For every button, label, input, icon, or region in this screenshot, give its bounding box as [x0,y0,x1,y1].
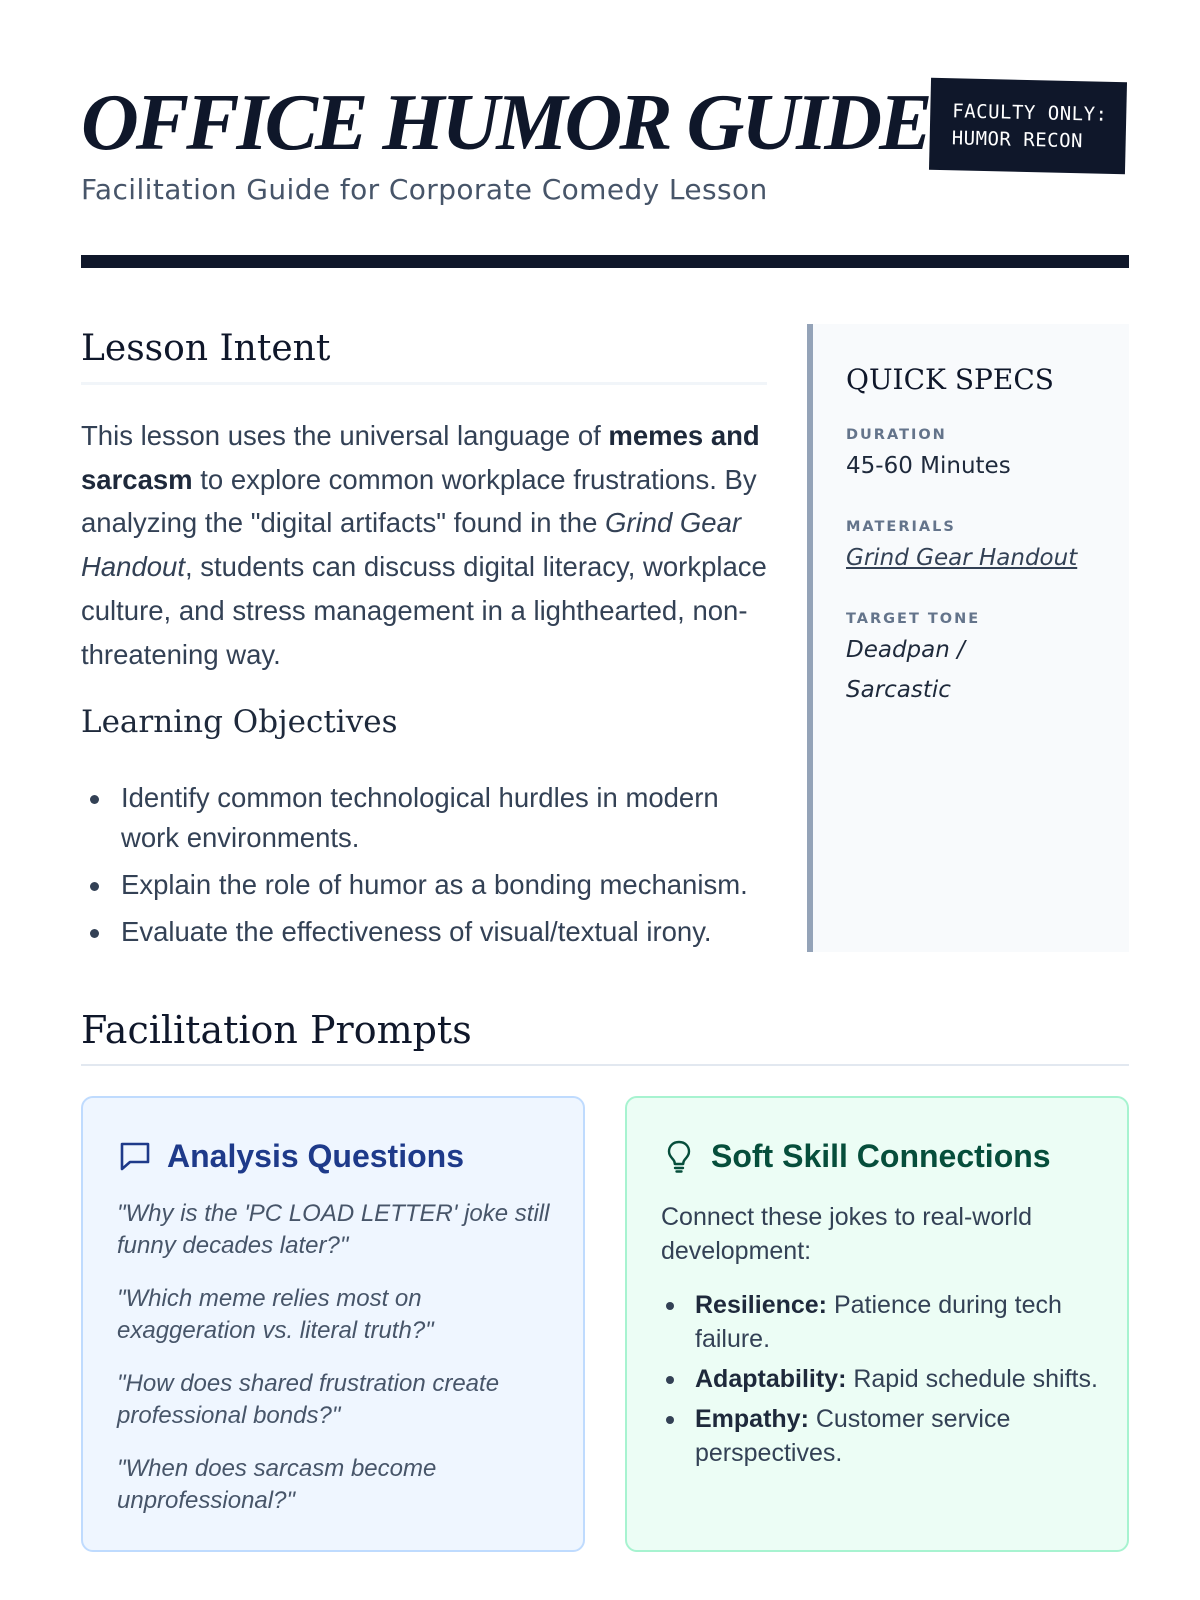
intent-text-part: This lesson uses the universal language of [81,420,609,451]
soft-skill-item [661,1402,1107,1470]
facilitation-prompts-heading: Facilitation Prompts [81,1008,472,1052]
analysis-question: "Which meme relies most on exaggeration vs. literal truth?" [117,1285,434,1344]
quick-specs-title: QUICK SPECS [846,363,1054,396]
faculty-stamp [929,78,1127,174]
soft-skill-term: Adaptability: [695,1365,847,1393]
soft-skills-intro: Connect these jokes to real-world development: [661,1203,1033,1265]
page-subtitle: Facilitation Guide for Corporate Comedy Lesson [81,173,768,206]
objective-item: Evaluate the effectiveness of visual/textual irony. [81,912,771,952]
objective-item: Identify common technological hurdles in modern work environments. [81,778,771,858]
duration-value: 45-60 Minutes [846,453,1011,479]
analysis-questions-card [81,1096,585,1552]
intent-text-part: , students can discuss digital literacy, workplace culture, and stress management in a lighthearted, non-threatening way. [81,551,767,670]
chat-bubble-icon [117,1138,153,1174]
analysis-card-title: Analysis Questions [167,1137,464,1174]
header-divider [81,255,1129,268]
learning-objectives-heading: Learning Objectives [81,704,398,740]
soft-skill-text: Rapid schedule shifts. [846,1365,1098,1393]
analysis-question: "Why is the 'PC LOAD LETTER' joke still funny decades later?" [117,1200,550,1259]
intent-handout-ref: Grind Gear Handout [81,507,742,583]
analysis-question: "How does shared frustration create professional bonds?" [117,1370,500,1429]
page-title: OFFICE HUMOR GUIDE [81,79,930,167]
duration-label: DURATION [846,427,947,443]
intent-emphasis: memes and sarcasm [81,420,760,495]
target-tone-value: Deadpan / Sarcastic [846,637,965,703]
materials-link[interactable]: Grind Gear Handout [846,545,1078,571]
soft-skill-item [661,1288,1107,1356]
intent-divider [81,382,767,385]
soft-skills-list [661,1288,1107,1476]
soft-skill-text: Patience during tech failure. [695,1291,1062,1353]
lightbulb-icon [661,1138,697,1174]
guide-page [81,0,1129,1600]
soft-skills-card-header [661,1136,1051,1176]
intent-text-part: to explore common workplace frustrations. By analyzing the "digital artifacts" found in the [81,463,757,539]
analysis-questions-list [117,1198,557,1538]
stamp-line-1: FACULTY ONLY: [952,100,1108,126]
stamp-line-2: HUMOR RECON [951,127,1084,153]
soft-skills-card [625,1096,1129,1552]
analysis-question: "When does sarcasm become unprofessional?" [117,1455,437,1514]
quick-specs-panel [807,324,1129,952]
target-tone-label: TARGET TONE [846,611,981,627]
soft-skills-card-title: Soft Skill Connections [711,1137,1051,1174]
soft-skill-item [661,1362,1107,1396]
objective-item: Explain the role of humor as a bonding mechanism. [81,865,771,905]
lesson-intent-heading: Lesson Intent [81,328,331,369]
soft-skill-term: Empathy: [695,1405,809,1433]
soft-skill-text: Customer service perspectives. [695,1405,1011,1467]
prompts-divider [81,1064,1129,1066]
analysis-card-header [117,1136,464,1176]
learning-objectives-list [81,778,771,959]
soft-skill-term: Resilience: [695,1291,828,1319]
lesson-intent-text [81,414,771,676]
materials-label: MATERIALS [846,519,956,535]
